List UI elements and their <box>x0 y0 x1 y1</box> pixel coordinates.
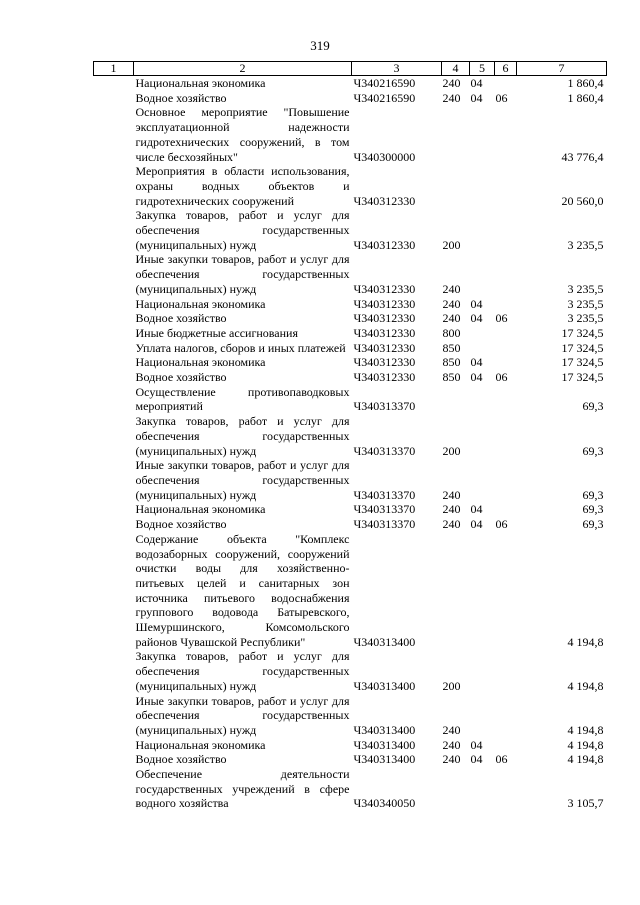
row-pr <box>495 458 517 502</box>
row-name: Основное мероприятие "Повышение эксплуатационной надежности гидротехнических сооружений, в том числе бесхозяйных" <box>135 105 350 164</box>
row-spacer-cell <box>94 370 134 385</box>
table-row <box>94 767 607 811</box>
row-rz <box>470 326 495 341</box>
row-sum: 1 860,4 <box>567 76 604 90</box>
row-vr: 850 <box>442 355 461 370</box>
row-pr: 06 <box>495 370 508 385</box>
row-vr: 240 <box>442 517 461 532</box>
row-code: Ч340216590 <box>353 90 416 105</box>
row-pr: 06 <box>495 752 508 767</box>
row-pr <box>495 649 517 693</box>
row-spacer-cell <box>94 311 134 326</box>
row-sum: 4 194,8 <box>567 737 604 752</box>
budget-table <box>93 61 607 811</box>
row-code: Ч340300000 <box>353 149 416 164</box>
row-spacer-cell <box>94 517 134 532</box>
row-code: Ч340340050 <box>353 796 416 811</box>
row-rz <box>470 414 495 458</box>
row-vr: 240 <box>442 90 461 105</box>
table-row <box>94 385 607 414</box>
row-spacer-cell <box>94 341 134 356</box>
row-pr <box>495 252 517 296</box>
page-number: 319 <box>310 38 330 53</box>
table-row <box>94 355 607 370</box>
row-pr <box>495 208 517 252</box>
row-rz <box>470 164 495 208</box>
row-code: Ч340313400 <box>353 634 416 649</box>
row-pr <box>495 502 517 517</box>
row-rz <box>470 649 495 693</box>
row-sum: 69,3 <box>582 443 604 458</box>
row-code: Ч340312330 <box>353 237 416 252</box>
row-rz <box>470 767 495 811</box>
row-sum: 69,3 <box>582 399 604 414</box>
table-row <box>94 532 607 650</box>
row-rz <box>470 694 495 738</box>
row-sum: 1 860,4 <box>567 90 604 105</box>
row-name: Национальная экономика <box>135 737 266 752</box>
row-vr: 240 <box>442 311 461 326</box>
row-name: Содержание объекта "Комплекс водозаборных сооружений, сооружений очистки воды для хозяйственно-питьевых целей и санитарных зон источника питьевого водоснабжения группового водовода Батыревского, Шемуршинского, Комсомольского районов Чувашской Республики" <box>135 531 350 649</box>
row-pr <box>495 76 517 91</box>
row-name: Иные закупки товаров, работ и услуг для обеспечения государственных (муниципальных) нужд <box>135 693 350 737</box>
row-pr <box>495 164 517 208</box>
header-row <box>94 62 607 76</box>
row-vr: 850 <box>442 340 461 355</box>
row-name: Закупка товаров, работ и услуг для обеспечения государственных (муниципальных) нужд <box>135 414 350 458</box>
row-spacer-cell <box>94 297 134 312</box>
table-row <box>94 752 607 767</box>
header-col-7: 7 <box>517 62 607 76</box>
table-row <box>94 341 607 356</box>
row-name: Уплата налогов, сборов и иных платежей <box>135 340 346 355</box>
header-col-4: 4 <box>442 62 470 76</box>
row-pr: 06 <box>495 517 508 532</box>
row-vr: 200 <box>442 237 461 252</box>
row-rz: 04 <box>470 370 483 385</box>
row-name: Национальная экономика <box>135 296 266 311</box>
row-code: Ч340313370 <box>353 399 416 414</box>
table-row <box>94 105 607 164</box>
row-code: Ч340312330 <box>353 325 416 340</box>
row-code: Ч340313400 <box>353 722 416 737</box>
row-rz <box>470 252 495 296</box>
row-vr: 850 <box>442 370 461 385</box>
row-code: Ч340216590 <box>353 76 416 90</box>
row-vr: 240 <box>442 281 461 296</box>
table-row <box>94 502 607 517</box>
row-vr <box>442 105 470 164</box>
header-col-1: 1 <box>94 62 134 76</box>
row-sum: 20 560,0 <box>561 193 604 208</box>
row-sum: 4 194,8 <box>567 722 604 737</box>
row-vr: 240 <box>442 296 461 311</box>
row-pr <box>495 341 517 356</box>
row-sum: 3 235,5 <box>567 237 604 252</box>
row-vr: 240 <box>442 752 461 767</box>
row-pr <box>495 355 517 370</box>
row-rz <box>470 532 495 650</box>
row-sum: 4 194,8 <box>567 752 604 767</box>
row-vr <box>442 532 470 650</box>
row-rz: 04 <box>470 517 483 532</box>
row-vr: 240 <box>442 737 461 752</box>
row-code: Ч340312330 <box>353 296 416 311</box>
row-code: Ч340313370 <box>353 517 416 532</box>
row-vr <box>442 767 470 811</box>
row-sum: 17 324,5 <box>561 325 604 340</box>
row-rz: 04 <box>470 296 483 311</box>
row-code: Ч340313400 <box>353 678 416 693</box>
header-col-5: 5 <box>470 62 495 76</box>
row-code: Ч340312330 <box>353 193 416 208</box>
row-pr <box>495 297 517 312</box>
row-name: Водное хозяйство <box>135 517 227 532</box>
row-spacer-cell <box>94 326 134 341</box>
row-vr: 800 <box>442 325 461 340</box>
table-row <box>94 91 607 106</box>
row-name: Мероприятия в области использования, охраны водных объектов и гидротехнических сооружений <box>135 164 350 208</box>
table-row <box>94 370 607 385</box>
row-vr: 200 <box>442 443 461 458</box>
row-vr: 200 <box>442 678 461 693</box>
row-spacer-cell <box>94 76 134 91</box>
row-spacer-cell <box>94 385 134 414</box>
row-pr <box>495 738 517 753</box>
row-name: Водное хозяйство <box>135 370 227 385</box>
row-spacer-cell <box>94 208 134 252</box>
row-sum: 3 105,7 <box>567 796 604 811</box>
row-sum: 3 235,5 <box>567 281 604 296</box>
table-row <box>94 252 607 296</box>
row-pr <box>495 694 517 738</box>
row-rz <box>470 385 495 414</box>
table-row <box>94 517 607 532</box>
row-sum: 69,3 <box>582 487 604 502</box>
row-name: Национальная экономика <box>135 76 266 90</box>
row-pr: 06 <box>495 311 508 326</box>
row-pr <box>495 105 517 164</box>
header-col-3: 3 <box>352 62 442 76</box>
table-row <box>94 649 607 693</box>
row-spacer-cell <box>94 458 134 502</box>
row-sum: 69,3 <box>582 502 604 517</box>
row-pr <box>495 532 517 650</box>
row-rz: 04 <box>470 502 483 517</box>
row-sum: 17 324,5 <box>561 370 604 385</box>
row-spacer-cell <box>94 767 134 811</box>
row-vr <box>442 385 470 414</box>
row-spacer-cell <box>94 502 134 517</box>
row-name: Водное хозяйство <box>135 311 227 326</box>
row-rz: 04 <box>470 76 483 90</box>
row-pr: 06 <box>495 90 508 105</box>
row-code: Ч340312330 <box>353 311 416 326</box>
row-name: Иные бюджетные ассигнования <box>135 325 298 340</box>
row-rz: 04 <box>470 355 483 370</box>
row-name: Водное хозяйство <box>135 752 227 767</box>
row-vr: 240 <box>442 502 461 517</box>
row-name: Обеспечение деятельности государственных учреждений в сфере водного хозяйства <box>135 767 350 811</box>
row-code: Ч340313370 <box>353 443 416 458</box>
row-sum: 43 776,4 <box>561 149 604 164</box>
table-row <box>94 297 607 312</box>
row-rz: 04 <box>470 90 483 105</box>
row-spacer-cell <box>94 532 134 650</box>
row-sum: 17 324,5 <box>561 355 604 370</box>
row-code: Ч340313370 <box>353 502 416 517</box>
table-row <box>94 164 607 208</box>
row-code: Ч340313370 <box>353 487 416 502</box>
table-row <box>94 311 607 326</box>
row-rz <box>470 208 495 252</box>
row-spacer-cell <box>94 752 134 767</box>
row-vr <box>442 164 470 208</box>
row-pr <box>495 414 517 458</box>
row-code: Ч340313400 <box>353 737 416 752</box>
row-sum: 17 324,5 <box>561 340 604 355</box>
row-vr: 240 <box>442 76 461 90</box>
table-row <box>94 208 607 252</box>
row-sum: 69,3 <box>582 517 604 532</box>
row-code: Ч340313400 <box>353 752 416 767</box>
header-col-2: 2 <box>134 62 352 76</box>
row-spacer-cell <box>94 738 134 753</box>
table-row <box>94 326 607 341</box>
row-pr <box>495 385 517 414</box>
row-name: Национальная экономика <box>135 502 266 517</box>
row-rz <box>470 341 495 356</box>
row-rz <box>470 105 495 164</box>
row-code: Ч340312330 <box>353 370 416 385</box>
row-name: Осуществление противопаводковых мероприятий <box>135 384 350 414</box>
row-pr <box>495 326 517 341</box>
table-row <box>94 76 607 91</box>
row-rz: 04 <box>470 311 483 326</box>
row-name: Иные закупки товаров, работ и услуг для обеспечения государственных (муниципальных) нужд <box>135 252 350 296</box>
row-name: Закупка товаров, работ и услуг для обеспечения государственных (муниципальных) нужд <box>135 208 350 252</box>
row-spacer-cell <box>94 91 134 106</box>
table-row <box>94 458 607 502</box>
row-code: Ч340312330 <box>353 340 416 355</box>
row-spacer-cell <box>94 355 134 370</box>
row-spacer-cell <box>94 105 134 164</box>
row-sum: 4 194,8 <box>567 634 604 649</box>
header-col-6: 6 <box>495 62 517 76</box>
row-vr: 240 <box>442 722 461 737</box>
row-pr <box>495 767 517 811</box>
row-code: Ч340312330 <box>353 355 416 370</box>
row-name: Водное хозяйство <box>135 90 227 105</box>
row-sum: 3 235,5 <box>567 296 604 311</box>
row-vr: 240 <box>442 487 461 502</box>
row-rz: 04 <box>470 752 483 767</box>
row-rz <box>470 458 495 502</box>
row-spacer-cell <box>94 694 134 738</box>
table-row <box>94 694 607 738</box>
row-name: Закупка товаров, работ и услуг для обеспечения государственных (муниципальных) нужд <box>135 649 350 693</box>
table-row <box>94 414 607 458</box>
table-row <box>94 738 607 753</box>
row-spacer-cell <box>94 414 134 458</box>
row-spacer-cell <box>94 649 134 693</box>
row-spacer-cell <box>94 164 134 208</box>
row-rz: 04 <box>470 737 483 752</box>
row-sum: 3 235,5 <box>567 311 604 326</box>
row-name: Иные закупки товаров, работ и услуг для обеспечения государственных (муниципальных) нужд <box>135 458 350 502</box>
row-code: Ч340312330 <box>353 281 416 296</box>
row-sum: 4 194,8 <box>567 678 604 693</box>
row-name: Национальная экономика <box>135 355 266 370</box>
table-body <box>94 76 607 812</box>
row-spacer-cell <box>94 252 134 296</box>
